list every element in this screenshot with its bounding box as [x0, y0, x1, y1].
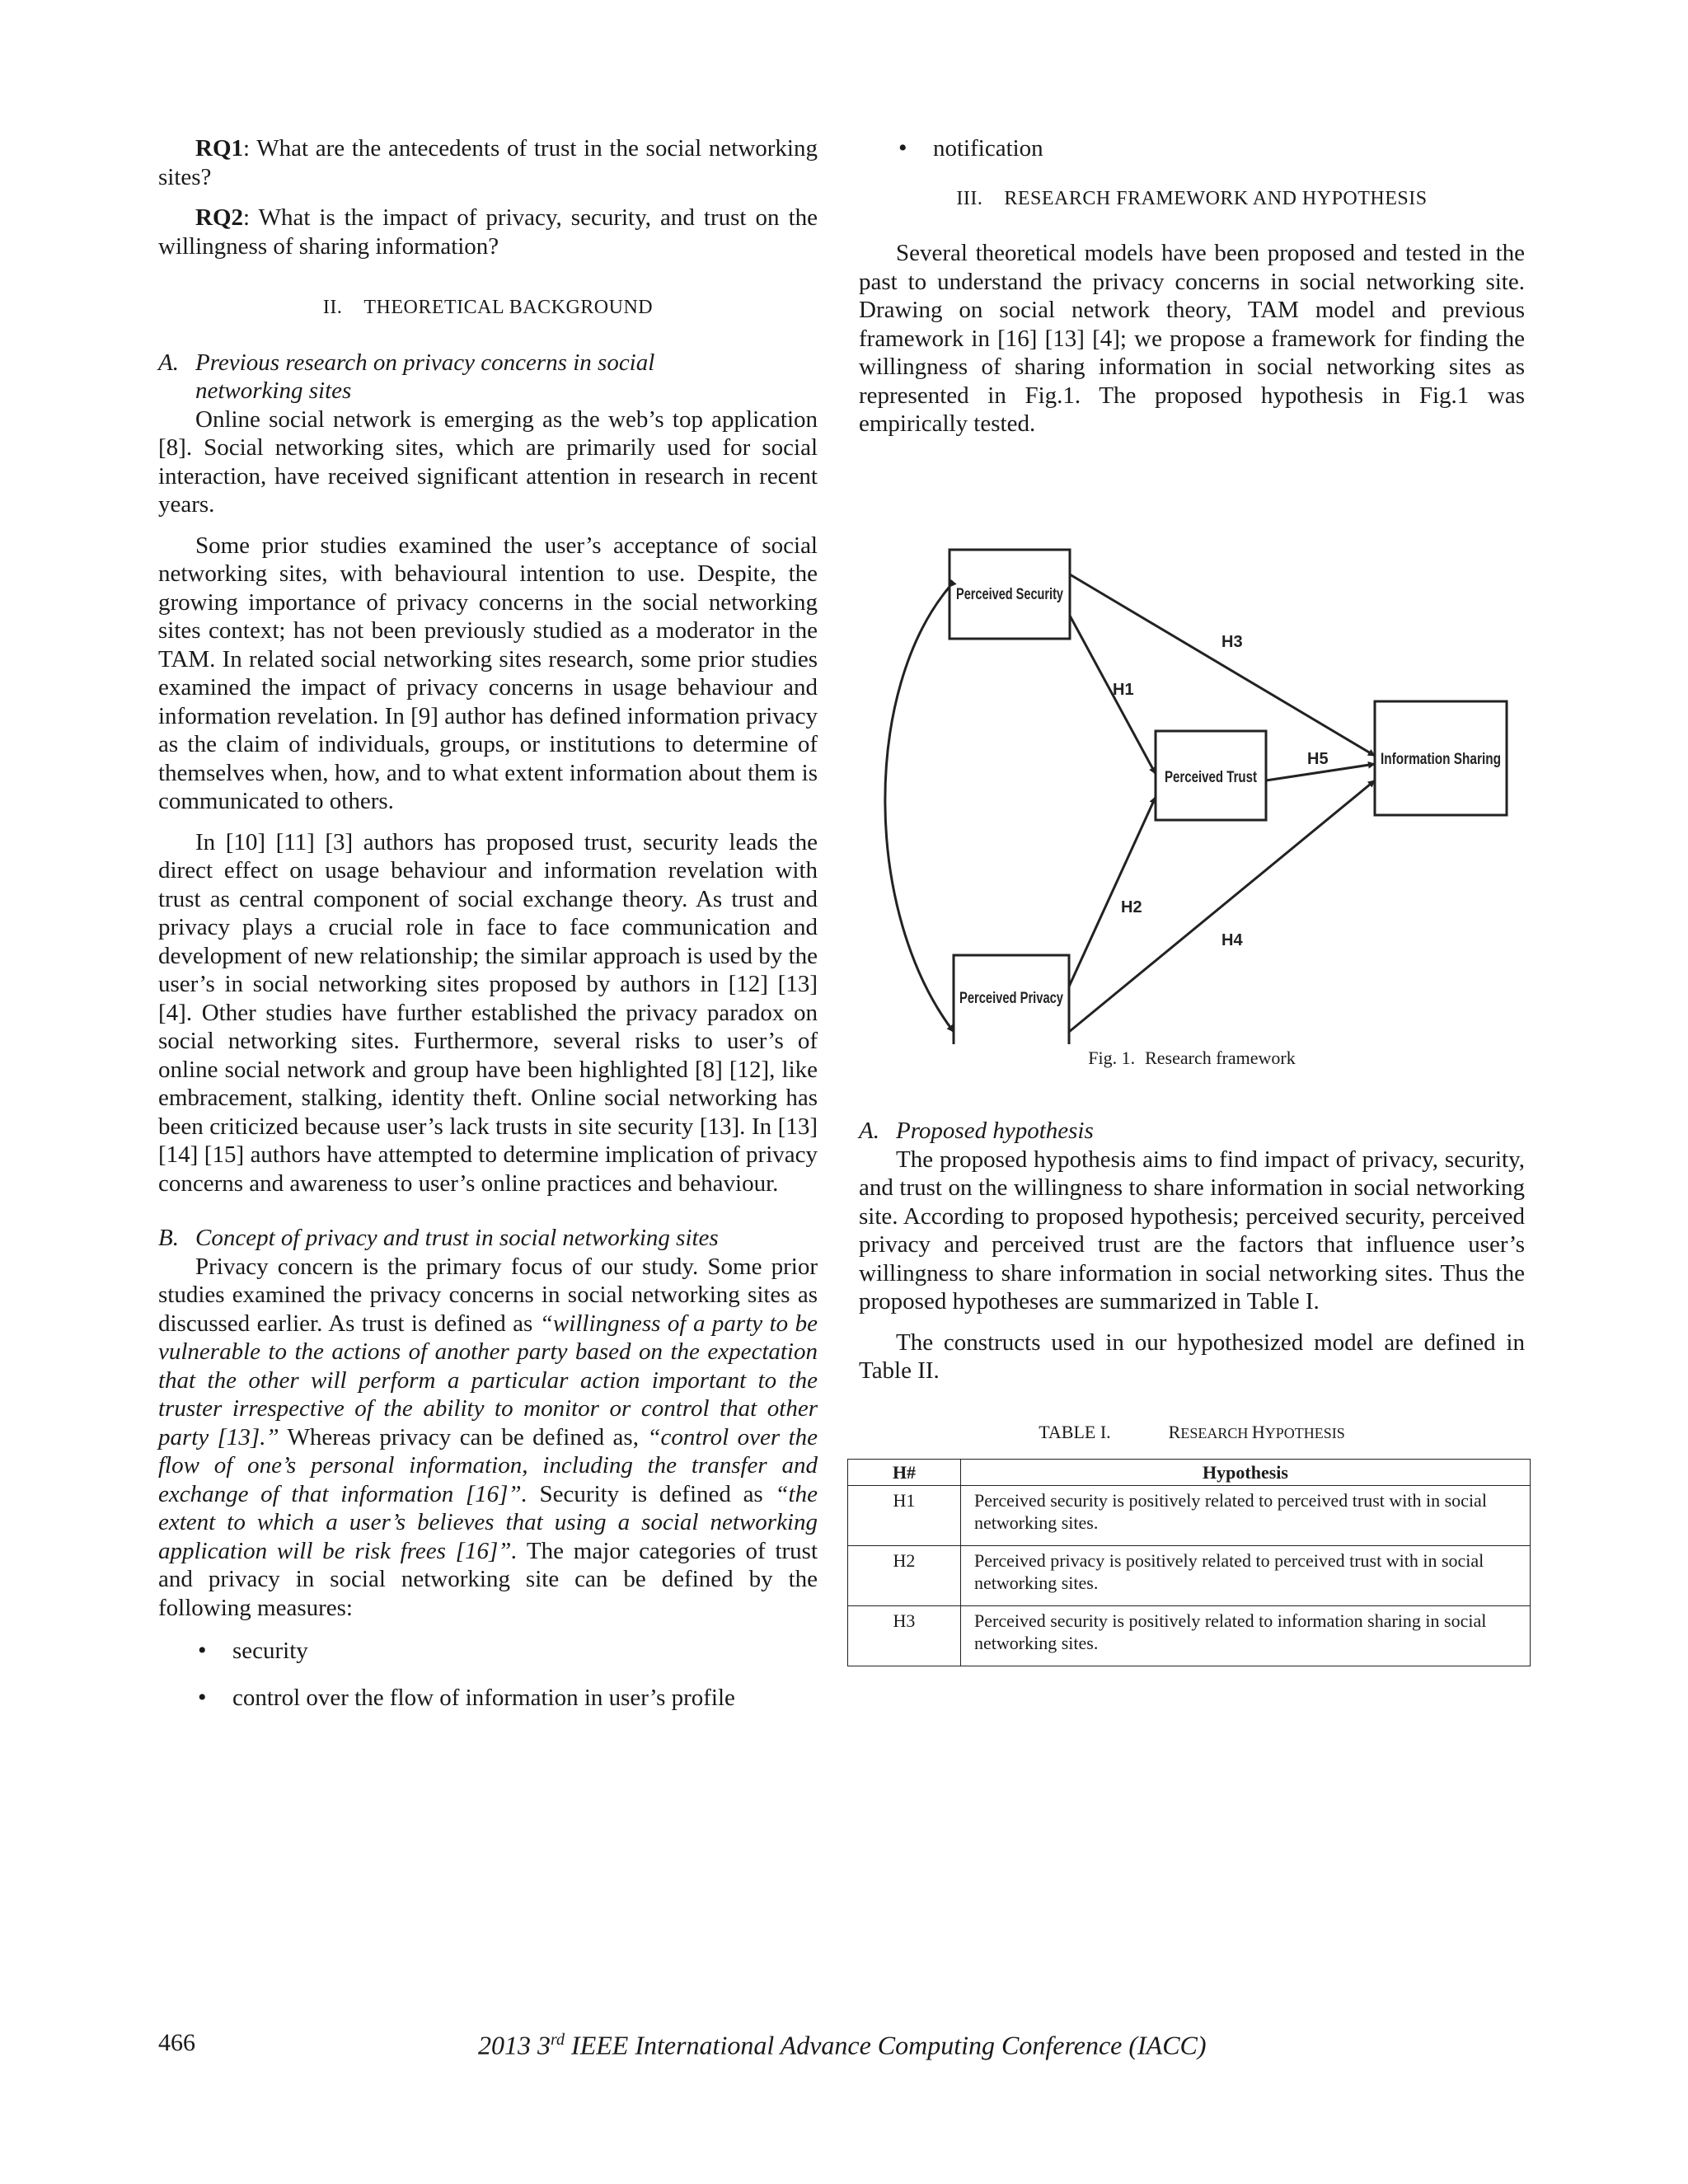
framework-diagram [859, 451, 1525, 1044]
paragraph: Online social network is emerging as the web’s top application [8]. Social networking sites, which are primarily used for social interaction, have received significant attention in research in recent years. [158, 405, 818, 518]
paragraph: Some prior studies examined the user’s acceptance of social networking sites, with behavioural intention to use. Despite, the growing importance of privacy concerns in the social networking sites context; has not been previously studied as a moderator in the TAM. In related social networking sites research, some prior studies examined the impact of privacy concerns in usage behaviour and information revelation. In [9] author has defined information privacy as the claim of individuals, groups, or institutions to determine of themselves when, how, and to what extent information about them is communicated to others. [158, 532, 818, 814]
section-heading-2 [158, 293, 818, 322]
h1-label: H1 [1113, 680, 1134, 699]
h2-label: H2 [1121, 898, 1142, 916]
table-number: TABLE I. [1039, 1421, 1111, 1442]
cell-hypothesis: Perceived security is positively related to information sharing in social networking sites. [961, 1606, 1531, 1666]
h5-label: H5 [1307, 749, 1329, 768]
rq2-text: : What is the impact of privacy, security, and trust on the willingness of sharing information? [158, 204, 818, 260]
conference-footer [478, 2026, 1207, 2060]
table-row [848, 1486, 1531, 1546]
h3-arrow [1070, 574, 1375, 756]
paragraph: The constructs used in our hypothesized model are defined in Table II. [859, 1329, 1525, 1384]
table-row [848, 1606, 1531, 1666]
left-column [158, 134, 818, 1730]
section-heading-3 [859, 185, 1525, 213]
cell-id: H2 [848, 1546, 961, 1606]
section-number: III. [956, 187, 983, 209]
rq2-label: RQ2 [195, 204, 243, 231]
subsection-heading-proposed [859, 1117, 1525, 1146]
table-row [848, 1546, 1531, 1606]
notification-list [859, 134, 1525, 163]
column-header-hypothesis: Hypothesis [961, 1460, 1531, 1486]
rq1 [158, 134, 818, 191]
column-header-id: H# [848, 1460, 961, 1486]
text: Whereas privacy can be defined as, [279, 1423, 648, 1451]
page-number: 466 [158, 2029, 195, 2056]
ordinal-suffix: rd [551, 2031, 565, 2049]
subsection-title: Proposed hypothesis [896, 1118, 1094, 1144]
cell-id: H3 [848, 1606, 961, 1666]
subsection-letter: A. [859, 1118, 879, 1144]
table-title: YPOTHESIS [1264, 1424, 1345, 1441]
subsection-title: Concept of privacy and trust in social networking sites [195, 1225, 719, 1251]
privacy-definition-quote: “control over the flow of one’s personal information, including the transfer and exchange of that information [16]”. [158, 1423, 818, 1507]
list-item: • control over the flow of information in user’s profile [158, 1684, 818, 1713]
caption-text: Research framework [1145, 1047, 1296, 1068]
table-header-row [848, 1460, 1531, 1486]
information-sharing-label: Information Sharing [1381, 750, 1501, 768]
paragraph: In [10] [11] [3] authors has proposed trust, security leads the direct effect on usage behaviour and information revelation with trust as central component of social exchange theory. As trust and privacy plays a crucial role in face to face communication and development of new relationship; the similar approach is used by the user’s in social networking sites proposed by authors in [12] [13] [4]. Other studies have further established the privacy paradox on social networking sites. Furthermore, several risks to user’s of online social network and group have been highlighted [8] [12], like embracement, stalking, identity theft. Online social networking has been criticized because user’s lack trusts in site security [13]. In [13] [14] [15] authors have attempted to determine implication of privacy concerns and awareness to user’s online practices and behaviour. [158, 828, 818, 1197]
table-title: ESEARCH [1180, 1424, 1252, 1441]
perceived-security-label: Perceived Security [956, 585, 1064, 603]
measures-list [158, 1637, 818, 1712]
right-column [859, 134, 1525, 1666]
trust-definition-quote: “willingness of a party to be vulnerable to the actions of another party based on the expectation that the other will perform a particular action important to the truster irrespective of the ability to monitor or control that other party [13].” [158, 1310, 818, 1451]
table-title-initial: R [1168, 1421, 1181, 1442]
figure-caption [859, 1044, 1525, 1073]
text: Security is defined as [527, 1480, 776, 1507]
hypothesis-table [847, 1459, 1531, 1666]
h4-label: H4 [1221, 930, 1243, 949]
conference-year: 2013 3 [478, 2030, 551, 2060]
paragraph: Several theoretical models have been proposed and tested in the past to understand the privacy concerns in social networking site. Drawing on social network theory, TAM model and previous framework in [16] [13] [4]; we propose a framework for finding the willingness of sharing information in social networking sites as represented in Fig.1. The proposed hypothesis in Fig.1 was empirically tested. [859, 240, 1525, 437]
perceived-trust-label: Perceived Trust [1165, 768, 1258, 786]
paragraph: The proposed hypothesis aims to find impact of privacy, security, and trust on the willingness to share information in social networking site. According to proposed hypothesis; perceived security, perceived privacy and perceived trust are the factors that influence user’s willingness to share information in social networking sites. Thus the proposed hypotheses are summarized in Table I. [859, 1146, 1525, 1315]
cell-hypothesis: Perceived security is positively related to perceived trust with in social networking sites. [961, 1486, 1531, 1546]
section-title: ESEARCH FRAMEWORK AND HYPOTHESIS [1017, 187, 1428, 209]
perceived-privacy-label: Perceived Privacy [959, 989, 1064, 1007]
subsection-title-line2: networking sites [195, 377, 352, 404]
cell-id: H1 [848, 1486, 961, 1546]
table-title-initial: H [1251, 1421, 1265, 1442]
h3-label: H3 [1221, 632, 1243, 651]
rq1-text: : What are the antecedents of trust in the social networking sites? [158, 135, 818, 190]
cell-hypothesis: Perceived privacy is positively related to perceived trust with in social networking sites. [961, 1546, 1531, 1606]
subsection-heading-b [158, 1224, 818, 1253]
text: Privacy concern is the primary focus of our study. Some prior studies examined the privacy concerns in social networking sites as discussed earlier. As trust is defined as [158, 1253, 818, 1337]
subsection-heading-a [158, 349, 818, 405]
section-title-initial: R [1004, 187, 1018, 209]
list-item: • notification [859, 134, 1525, 163]
caption-number: Fig. 1. [1088, 1047, 1136, 1068]
conference-name: IEEE International Advance Computing Conference (IACC) [565, 2030, 1207, 2060]
text: The major categories of trust and privacy in social networking site can be defined by the following measures: [158, 1537, 818, 1621]
subsection-letter: A. [158, 349, 179, 376]
h2-arrow [1069, 797, 1156, 987]
subsection-title-line1: Previous research on privacy concerns in social [195, 349, 655, 376]
section-title: THEORETICAL BACKGROUND [363, 297, 654, 318]
research-framework-figure [859, 451, 1525, 1044]
table-caption [859, 1418, 1525, 1448]
rq1-label: RQ1 [195, 135, 243, 162]
security-definition-quote: “the extent to which a user’s believes that using a social networking application will be risk frees [16]”. [158, 1480, 818, 1564]
rq2 [158, 204, 818, 260]
correlation-arrow [885, 587, 954, 1032]
subsection-letter: B. [158, 1225, 179, 1251]
list-item: • security [158, 1637, 818, 1666]
section-number: II. [322, 297, 343, 318]
paragraph-definitions [158, 1253, 818, 1623]
